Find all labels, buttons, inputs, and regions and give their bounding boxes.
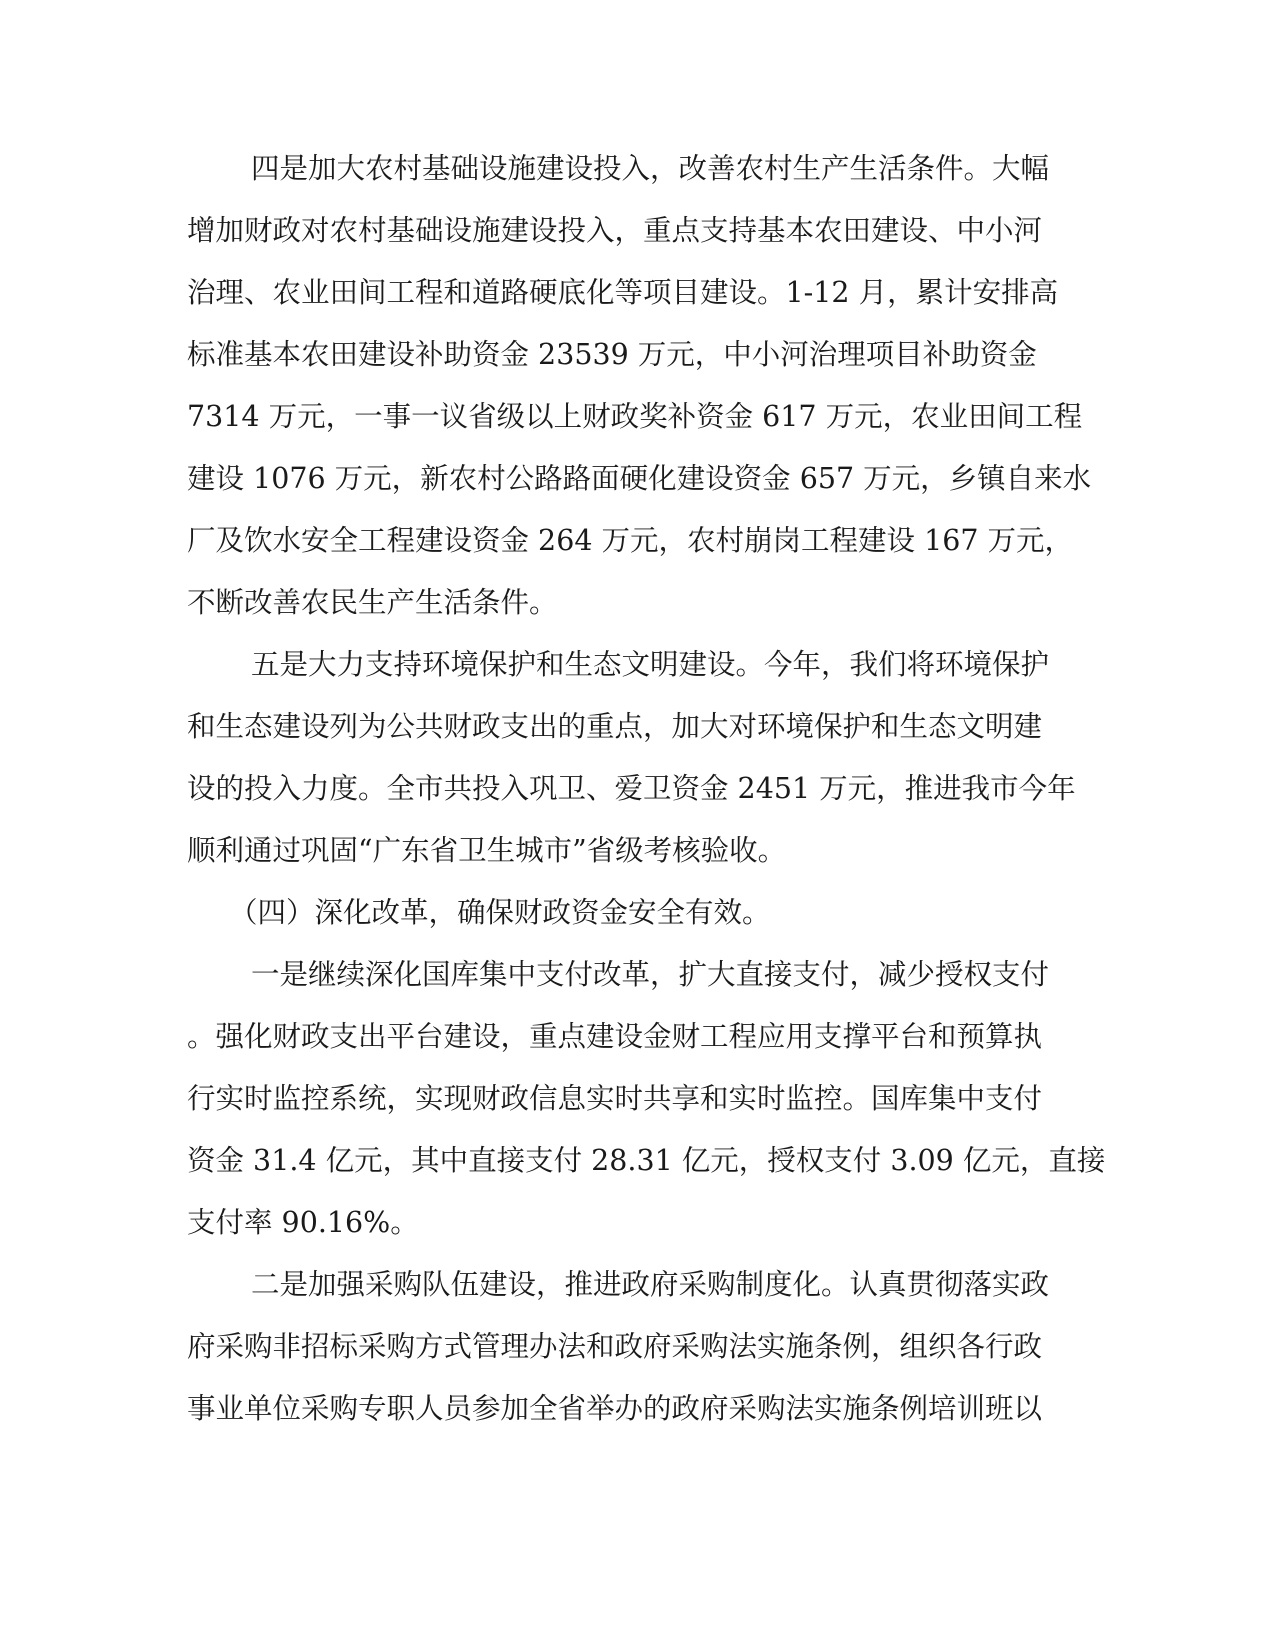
paragraph-line: 资金 31.4 亿元，其中直接支付 28.31 亿元，授权支付 3.09 亿元，直接 [187, 1144, 1106, 1177]
paragraph-line: 。强化财政支出平台建设，重点建设金财工程应用支撑平台和预算执 [187, 1020, 1043, 1053]
paragraph-line: 顺利通过巩固“广东省卫生城市”省级考核验收。 [187, 834, 787, 867]
paragraph-line: 行实时监控系统，实现财政信息实时共享和实时监控。国库集中支付 [187, 1082, 1043, 1115]
paragraph-line: 增加财政对农村基础设施建设投入，重点支持基本农田建设、中小河 [187, 214, 1043, 247]
paragraph-line: 标准基本农田建设补助资金 23539 万元，中小河治理项目补助资金 [187, 338, 1037, 371]
paragraph-line: 五是大力支持环境保护和生态文明建设。今年，我们将环境保护 [251, 648, 1050, 681]
paragraph-line: 事业单位采购专职人员参加全省举办的政府采购法实施条例培训班以 [187, 1392, 1043, 1425]
paragraph-line: 一是继续深化国库集中支付改革，扩大直接支付，减少授权支付 [251, 958, 1050, 991]
paragraph-line: 府采购非招标采购方式管理办法和政府采购法实施条例，组织各行政 [187, 1330, 1043, 1363]
paragraph-line: 四是加大农村基础设施建设投入，改善农村生产生活条件。大幅 [251, 152, 1050, 185]
section-heading: （四）深化改革，确保财政资金安全有效。 [229, 896, 771, 929]
paragraph-line: 不断改善农民生产生活条件。 [187, 586, 558, 619]
paragraph-line: 建设 1076 万元，新农村公路路面硬化建设资金 657 万元，乡镇自来水 [187, 462, 1092, 495]
paragraph-line: 设的投入力度。全市共投入巩卫、爱卫资金 2451 万元，推进我市今年 [187, 772, 1076, 805]
paragraph-line: 二是加强采购队伍建设，推进政府采购制度化。认真贯彻落实政 [251, 1268, 1050, 1301]
paragraph-line: 支付率 90.16%。 [187, 1206, 419, 1239]
paragraph-line: 厂及饮水安全工程建设资金 264 万元，农村崩岗工程建设 167 万元， [187, 524, 1074, 557]
paragraph-line: 和生态建设列为公共财政支出的重点，加大对环境保护和生态文明建 [187, 710, 1043, 743]
paragraph-line: 治理、农业田间工程和道路硬底化等项目建设。1-12 月，累计安排高 [187, 276, 1059, 309]
paragraph-line: 7314 万元，一事一议省级以上财政奖补资金 617 万元，农业田间工程 [187, 400, 1083, 433]
